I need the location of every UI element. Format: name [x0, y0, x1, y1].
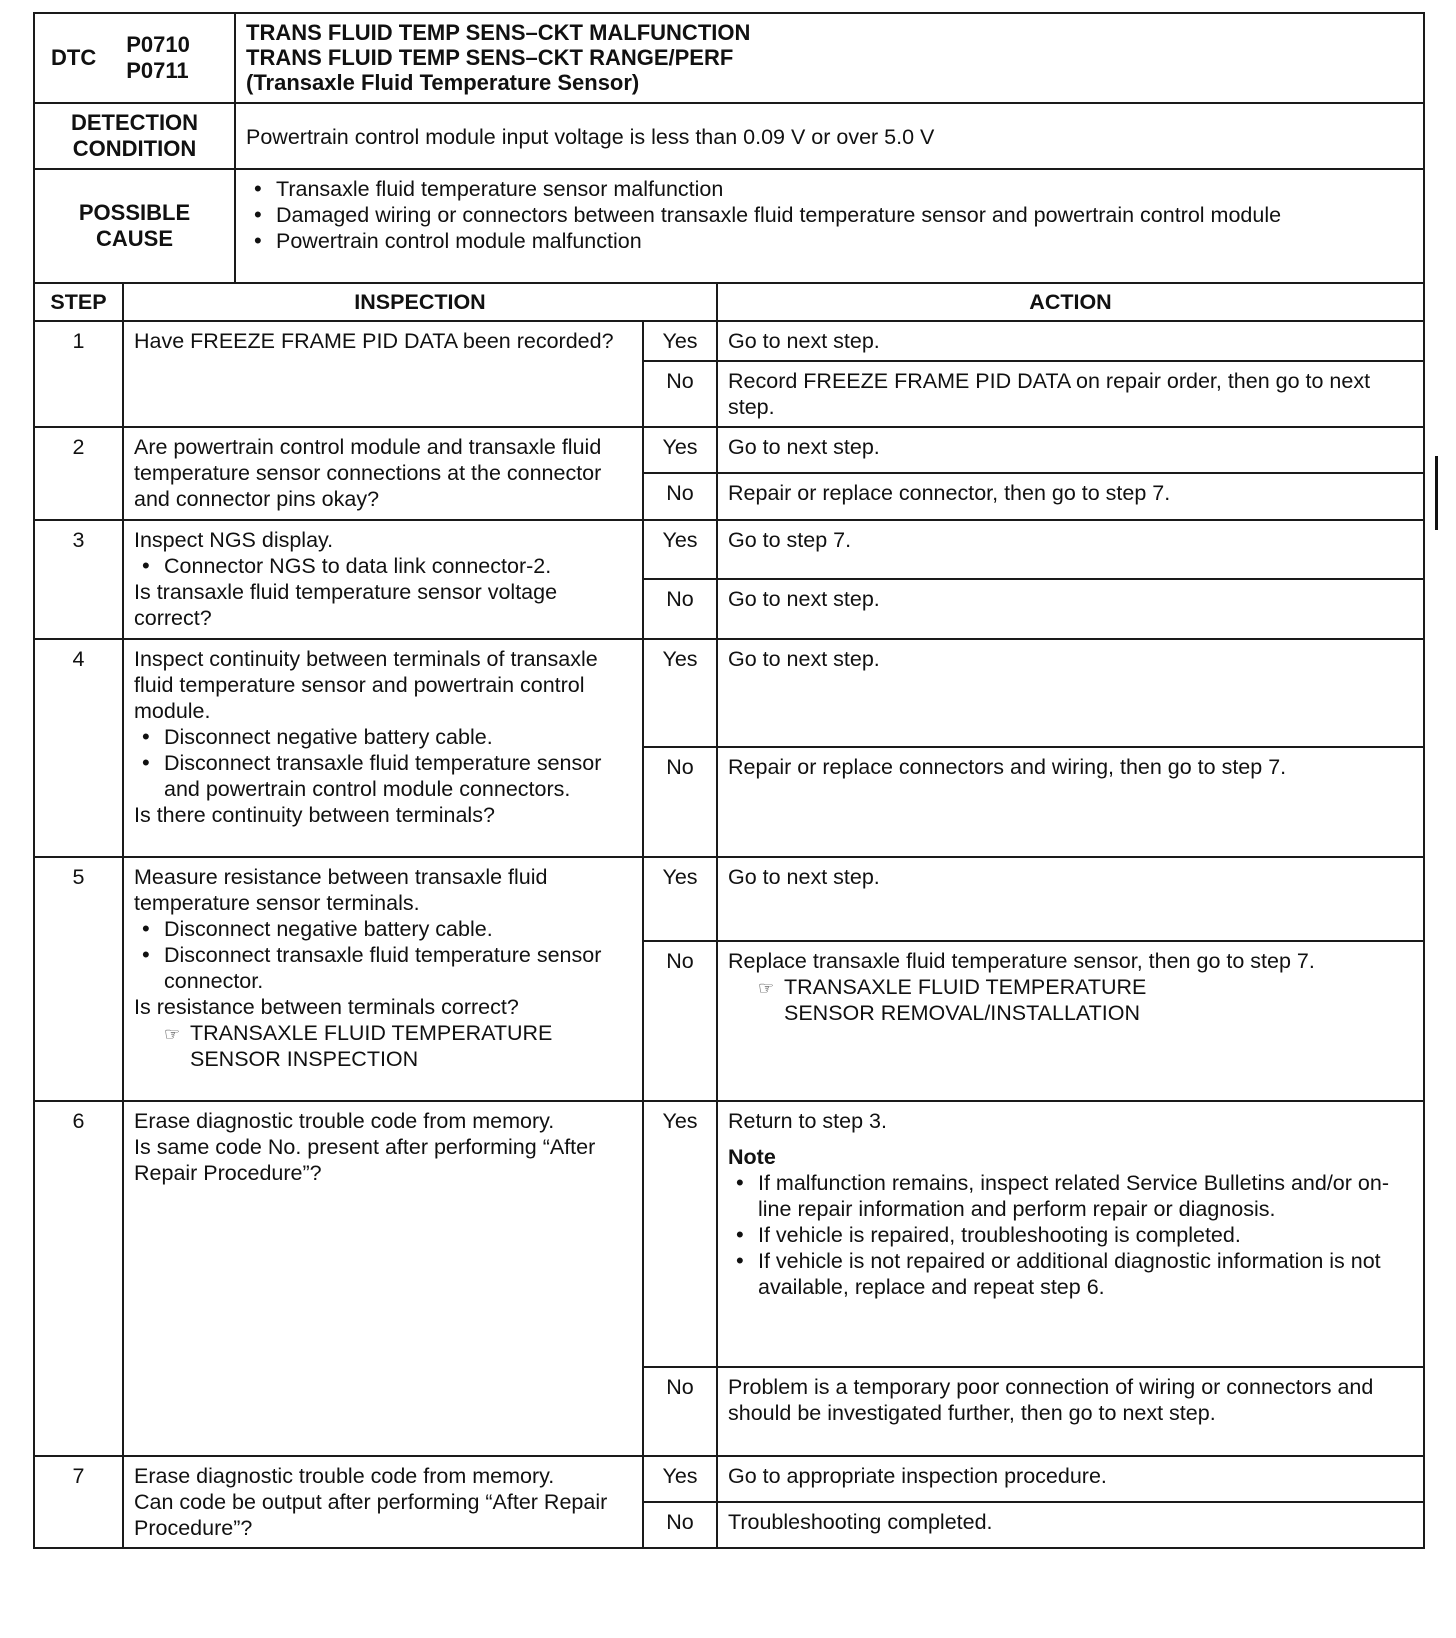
- inspection-text: Erase diagnostic trouble code from memory.: [134, 1109, 555, 1133]
- no-label: No: [643, 747, 717, 857]
- inspection-text: Have FREEZE FRAME PID DATA been recorded?: [134, 329, 614, 353]
- dtc-title-line: TRANS FLUID TEMP SENS–CKT RANGE/PERF: [246, 45, 734, 70]
- yes-action: Go to next step.: [717, 321, 1424, 361]
- inspection-question: Is resistance between terminals correct?: [134, 995, 519, 1019]
- column-header-row: [34, 283, 1424, 321]
- yes-label: Yes: [643, 1101, 717, 1367]
- step-row: [34, 1101, 1424, 1367]
- no-action-text: Replace transaxle fluid temperature sensor, then go to step 7.: [728, 949, 1315, 973]
- step-inspection: [123, 520, 643, 639]
- detection-text: Powertrain control module input voltage is less than 0.09 V or over 5.0 V: [235, 103, 1424, 169]
- yes-action: Go to appropriate inspection procedure.: [717, 1456, 1424, 1502]
- possible-cause-label: [34, 169, 235, 283]
- step-inspection: [123, 321, 643, 427]
- note-item: • If malfunction remains, inspect related Service Bulletins and/or on-line repair information and perform repair or diagnosis.: [728, 1170, 1413, 1222]
- step-row: [34, 321, 1424, 361]
- pointing-hand-icon: ☞: [164, 1024, 181, 1044]
- inspection-text: Erase diagnostic trouble code from memory.: [134, 1464, 555, 1488]
- inspection-question: Can code be output after performing “After Repair Procedure”?: [134, 1490, 608, 1540]
- yes-label: Yes: [643, 1456, 717, 1502]
- note-title: Note: [728, 1145, 776, 1169]
- reference-line: SENSOR REMOVAL/INSTALLATION: [784, 1001, 1141, 1025]
- yes-action: Go to next step.: [717, 857, 1424, 941]
- step-row: [34, 520, 1424, 579]
- inspection-question: Is transaxle fluid temperature sensor voltage correct?: [134, 580, 558, 630]
- yes-action: [717, 1101, 1424, 1367]
- no-label: No: [643, 941, 717, 1101]
- no-action: Problem is a temporary poor connection of wiring or connectors and should be investigated further, then go to next step.: [717, 1367, 1424, 1456]
- step-number: 4: [34, 639, 123, 857]
- pointing-hand-icon: ☞: [758, 978, 775, 998]
- reference-link[interactable]: [728, 974, 1413, 1026]
- inspection-text: Inspect continuity between terminals of transaxle fluid temperature sensor and powertrain control module.: [134, 647, 598, 723]
- reference-link[interactable]: [134, 1020, 632, 1072]
- cause-item: • Transaxle fluid temperature sensor malfunction: [246, 176, 1413, 202]
- step-row: [34, 639, 1424, 747]
- cause-item: • Damaged wiring or connectors between transaxle fluid temperature sensor and powertrain control module: [246, 202, 1413, 228]
- inspection-bullet: • Disconnect transaxle fluid temperature sensor and powertrain control module connectors.: [134, 750, 632, 802]
- inspection-question: Is same code No. present after performing “After Repair Procedure”?: [134, 1135, 596, 1185]
- possible-cause-label-line: CAUSE: [95, 226, 173, 251]
- inspection-text: Inspect NGS display.: [134, 528, 334, 552]
- reference-line: SENSOR INSPECTION: [190, 1047, 419, 1071]
- step-row: [34, 427, 1424, 473]
- step-inspection: [123, 427, 643, 520]
- dtc-code: P0710: [126, 32, 190, 57]
- reference-line: TRANSAXLE FLUID TEMPERATURE: [784, 975, 1147, 999]
- no-label: No: [643, 473, 717, 520]
- inspection-bullet: • Disconnect negative battery cable.: [134, 724, 632, 750]
- yes-action: Go to next step.: [717, 427, 1424, 473]
- yes-action: Go to next step.: [717, 639, 1424, 747]
- cause-item: • Powertrain control module malfunction: [246, 228, 1413, 254]
- no-action: Repair or replace connectors and wiring, then go to step 7.: [717, 747, 1424, 857]
- detection-label-line: DETECTION: [70, 110, 199, 135]
- step-inspection: [123, 1456, 643, 1548]
- step-row: [34, 1456, 1424, 1502]
- detection-label-line: CONDITION: [72, 136, 197, 161]
- possible-cause-label-line: POSSIBLE: [78, 200, 191, 225]
- no-label: No: [643, 1502, 717, 1548]
- dtc-document: [33, 12, 1423, 1632]
- possible-cause-list: [235, 169, 1424, 283]
- no-label: No: [643, 1367, 717, 1456]
- dtc-title: [235, 13, 1424, 103]
- no-label: No: [643, 361, 717, 427]
- inspection-text: Are powertrain control module and transaxle fluid temperature sensor connections at the connector and connector pins okay?: [134, 435, 602, 511]
- step-number: 2: [34, 427, 123, 520]
- dtc-label: DTC: [51, 45, 97, 70]
- reference-line: TRANSAXLE FLUID TEMPERATURE: [190, 1021, 553, 1045]
- detection-row: [34, 103, 1424, 169]
- step-inspection: [123, 857, 643, 1101]
- step-inspection: [123, 639, 643, 857]
- no-action: Go to next step.: [717, 579, 1424, 639]
- inspection-text: Measure resistance between transaxle fluid temperature sensor terminals.: [134, 865, 548, 915]
- yes-label: Yes: [643, 321, 717, 361]
- inspection-bullet: • Disconnect transaxle fluid temperature sensor connector.: [134, 942, 632, 994]
- inspection-bullet: • Disconnect negative battery cable.: [134, 916, 632, 942]
- dtc-code-cell: [34, 13, 235, 103]
- column-header-inspection: INSPECTION: [123, 283, 717, 321]
- no-action: Troubleshooting completed.: [717, 1502, 1424, 1548]
- dtc-code: P0711: [126, 58, 189, 83]
- no-label: No: [643, 579, 717, 639]
- no-action: Record FREEZE FRAME PID DATA on repair order, then go to next step.: [717, 361, 1424, 427]
- step-number: 3: [34, 520, 123, 639]
- yes-action: Go to step 7.: [717, 520, 1424, 579]
- possible-cause-row: [34, 169, 1424, 283]
- yes-label: Yes: [643, 639, 717, 747]
- dtc-title-line: TRANS FLUID TEMP SENS–CKT MALFUNCTION: [246, 20, 751, 45]
- note-item: • If vehicle is repaired, troubleshooting is completed.: [728, 1222, 1413, 1248]
- dtc-header-row: [34, 13, 1424, 103]
- dtc-title-line: (Transaxle Fluid Temperature Sensor): [246, 70, 640, 95]
- column-header-action: ACTION: [717, 283, 1424, 321]
- step-number: 6: [34, 1101, 123, 1456]
- step-row: [34, 857, 1424, 941]
- note-item: • If vehicle is not repaired or additional diagnostic information is not available, replace and repeat step 6.: [728, 1248, 1413, 1300]
- step-inspection: [123, 1101, 643, 1456]
- step-number: 1: [34, 321, 123, 427]
- dtc-table: [33, 12, 1425, 1549]
- detection-label: [34, 103, 235, 169]
- step-number: 5: [34, 857, 123, 1101]
- margin-change-bar: [1435, 456, 1438, 530]
- column-header-step: STEP: [34, 283, 123, 321]
- yes-label: Yes: [643, 427, 717, 473]
- yes-label: Yes: [643, 520, 717, 579]
- no-action: Repair or replace connector, then go to step 7.: [717, 473, 1424, 520]
- no-action: [717, 941, 1424, 1101]
- step-number: 7: [34, 1456, 123, 1548]
- yes-label: Yes: [643, 857, 717, 941]
- inspection-bullet: • Connector NGS to data link connector-2.: [134, 553, 632, 579]
- yes-action-text: Return to step 3.: [728, 1109, 887, 1133]
- inspection-question: Is there continuity between terminals?: [134, 803, 495, 827]
